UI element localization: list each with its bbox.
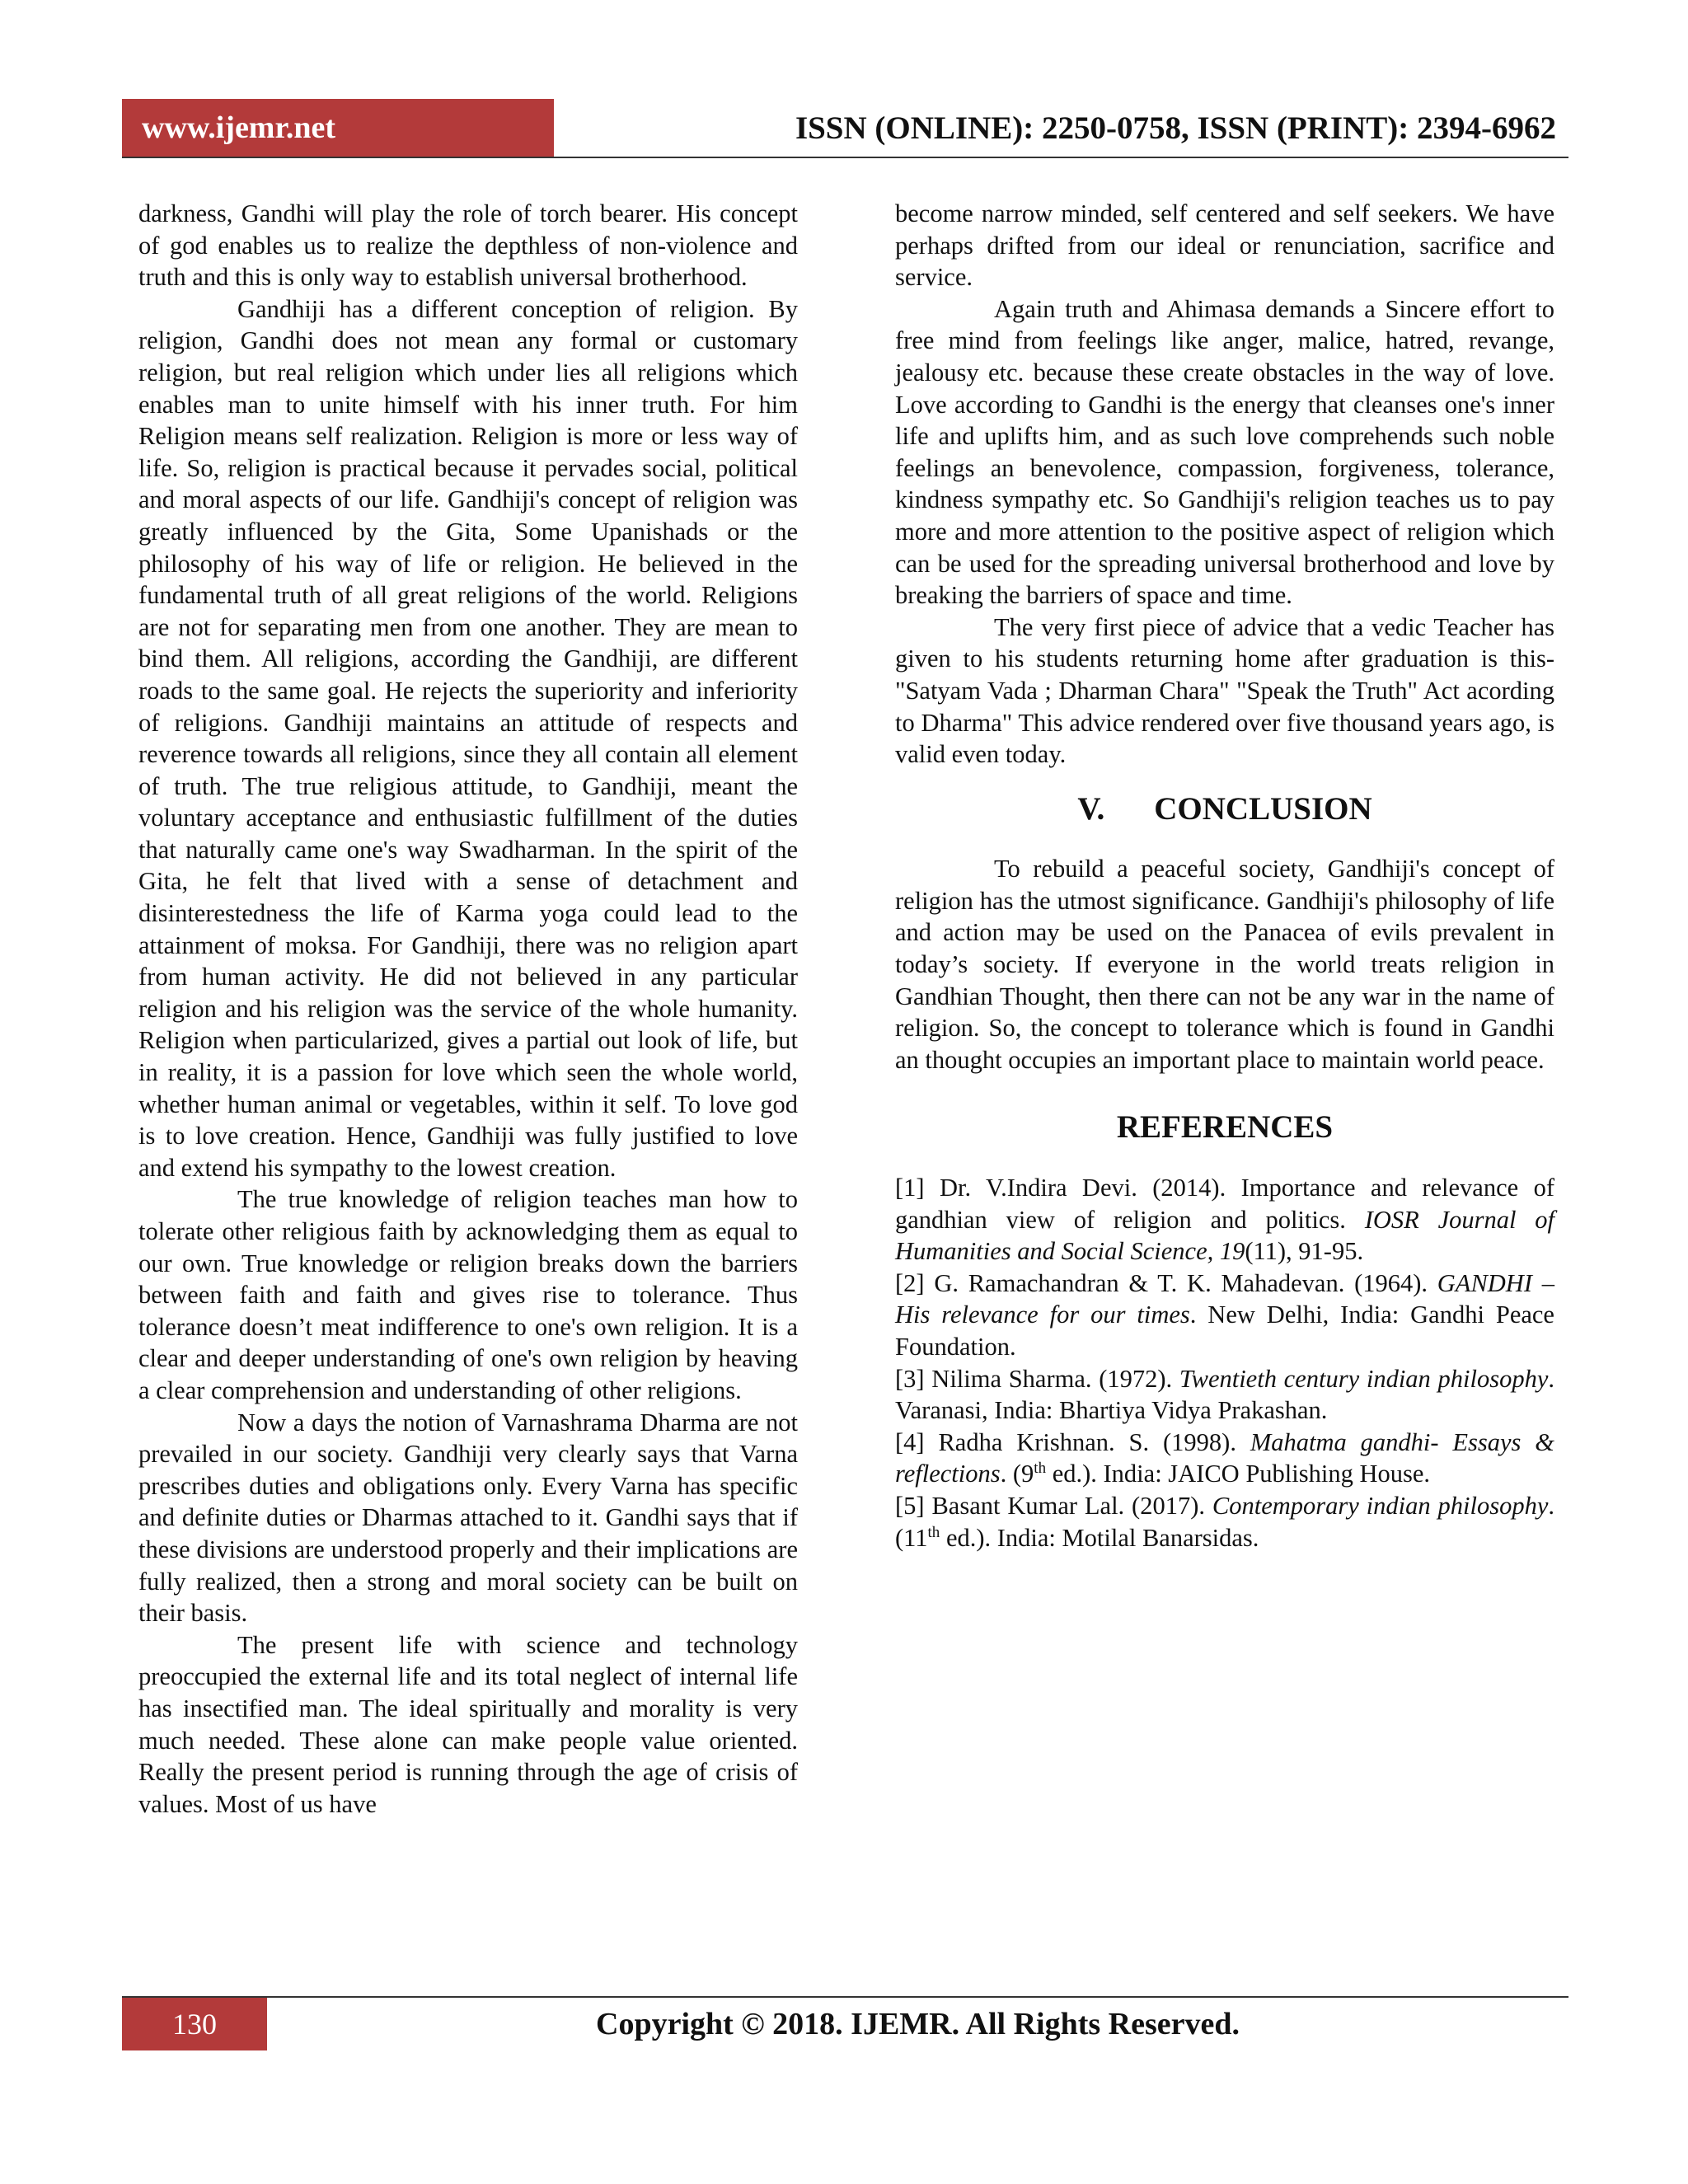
left-column <box>138 198 798 1820</box>
reference-item: [3] Nilima Sharma. (1972). Twentieth century indian philosophy. Varanasi, India: Bhartiya Vidya Prakashan. <box>895 1364 1554 1425</box>
paragraph: darkness, Gandhi will play the role of torch bearer. His concept of god enables us to realize the depthless of non-violence and truth and this is only way to establish universal brotherhood. <box>138 199 798 292</box>
references-heading: REFERENCES <box>1116 1109 1334 1146</box>
header-divider <box>122 157 1568 158</box>
reference-item: [5] Basant Kumar Lal. (2017). Contemporary indian philosophy. (11th ed.). India: Motilal Banarsidas. <box>895 1491 1554 1552</box>
paragraph: Gandhiji has a different conception of religion. By religion, Gandhi does not mean any formal or customary religion, but real religion which under lies all religions which enables man to unite himself with his inner truth. For him Religion means self realization. Religion is more or less way of life. So, religion is practical because it pervades social, political and moral aspects of our life. Gandhiji's concept of religion was greatly influenced by the Gita, Some Upanishads or the philosophy of his way of life or religion. He believed in the fundamental truth of all great religions of the world. Religions are not for separating men from one another. They are mean to bind them. All religions, according the Gandhiji, are different roads to the same goal. He rejects the superiority and inferiority of religions. Gandhiji maintains an attitude of respects and reverence towards all religions, since they all contain all element of truth. The true religious attitude, to Gandhiji, meant the voluntary acceptance and enthusiastic fulfillment of the duties that naturally came one's way Swadharman. In the spirit of the Gita, he felt that lived with a sense of detachment and disinterestedness the life of Karma yoga could lead to the attainment of moksa. For Gandhiji, there was no religion apart from human activity. He did not believed in any particular religion and his religion was the service of the whole humanity. Religion when particularized, gives a partial out look of life, but in reality, it is a passion for love which seen the whole world, whether human animal or vegetables, within it self. To love god is to love creation. Hence, Gandhiji was fully justified to love and extend his sympathy to the lowest creation. <box>138 294 798 1182</box>
references-list <box>895 1172 1554 1554</box>
header-issn: ISSN (ONLINE): 2250-0758, ISSN (PRINT): 2394-6962 <box>795 110 1556 146</box>
paragraph: Now a days the notion of Varnashrama Dharma are not prevailed in our society. Gandhiji very clearly says that Varna prescribes duties and obligations only. Every Varna has specific and definite duties or Dharmas attached to it. Gandhi says that if these divisions are understood properly and their implications are fully realized, then a strong and moral society can be built on their basis. <box>138 1408 798 1628</box>
right-column <box>895 198 1554 1554</box>
footer-copyright: Copyright © 2018. IJEMR. All Rights Reserved. <box>596 2007 1240 2041</box>
paragraph: The very first piece of advice that a vedic Teacher has given to his students returning home after graduation is this- "Satyam Vada ; Dharman Chara" "Speak the Truth" Act acording to Dharma" This advice rendered over five thousand years ago, is valid even today. <box>895 612 1554 769</box>
paragraph: become narrow minded, self centered and self seekers. We have perhaps drifted from our ideal or renunciation, sacrifice and service. <box>895 199 1554 292</box>
conclusion-paragraph: To rebuild a peaceful society, Gandhiji's concept of religion has the utmost significance. Gandhiji's philosophy of life and action may be used on the Panacea of evils prevalent in today’s society. If everyone in the world treats religion in Gandhian Thought, then there can not be any war in the name of religion. So, the concept to tolerance which is found in Gandhi an thought occupies an important place to maintain world peace. <box>895 855 1554 1074</box>
reference-item: [1] Dr. V.Indira Devi. (2014). Importance and relevance of gandhian view of religion and politics. IOSR Journal of Humanities and Social Science, 19(11), 91-95. <box>895 1174 1554 1266</box>
section-number: V. <box>1077 790 1105 827</box>
paragraph: Again truth and Ahimasa demands a Sincere effort to free mind from feelings like anger, malice, hatred, revange, jealousy etc. because these create obstacles in the way of love. Love according to Gandhi is the energy that cleanses one's inner life and uplifts him, and as such love comprehends such noble feelings an benevolence, compassion, forgiveness, tolerance, kindness sympathy etc. So Gandhiji's religion teaches us to pay more and more attention to the positive aspect of religion which can be used for the spreading universal brotherhood and love by breaking the barriers of space and time. <box>895 294 1554 610</box>
reference-item: [4] Radha Krishnan. S. (1998). Mahatma gandhi- Essays & reflections. (9th ed.). India: JAICO Publishing House. <box>895 1427 1554 1488</box>
section-title: CONCLUSION <box>1154 790 1372 827</box>
header-website: www.ijemr.net <box>122 99 554 157</box>
paragraph: The true knowledge of religion teaches man how to tolerate other religious faith by acknowledging them as equal to our own. True knowledge or religion breaks down the barriers between faith and faith and gives rise to tolerance. Thus tolerance doesn’t meat indifference to one's own religion. It is a clear and deeper understanding of one's own religion by heaving a clear comprehension and understanding of other religions. <box>138 1185 798 1404</box>
reference-item: [2] G. Ramachandran & T. K. Mahadevan. (1964). GANDHI – His relevance for our times. New Delhi, India: Gandhi Peace Foundation. <box>895 1268 1554 1361</box>
page-number: 130 <box>122 1998 267 2050</box>
conclusion-heading <box>895 790 1554 827</box>
paragraph: The present life with science and technology preoccupied the external life and its total neglect of internal life has insectified man. The ideal spiritually and morality is very much needed. These alone can make people value oriented. Really the present period is running through the age of crisis of values. Most of us have <box>138 1630 798 1818</box>
